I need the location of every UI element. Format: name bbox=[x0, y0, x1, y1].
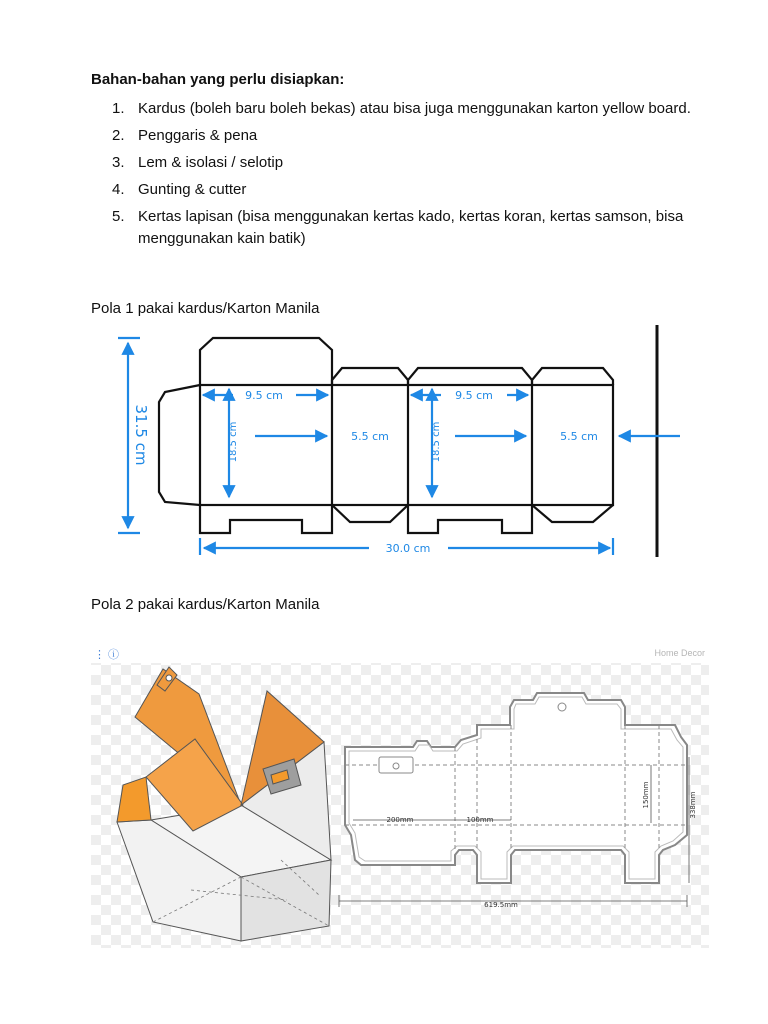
box-illustration bbox=[117, 667, 331, 941]
list-text: Penggaris & pena bbox=[138, 127, 258, 144]
list-number: 1. bbox=[112, 100, 125, 117]
pattern2-dieline bbox=[339, 693, 697, 909]
width-label-1: 9.5 cm bbox=[245, 389, 283, 402]
pattern2-caption: Pola 2 pakai kardus/Karton Manila bbox=[91, 596, 320, 613]
list-number: 2. bbox=[112, 127, 125, 144]
pattern2-drawing bbox=[91, 645, 709, 948]
list-text: Kertas lapisan (bisa menggunakan kertas kado, kertas koran, kertas samson, bisa menggunakan kain batik) bbox=[138, 208, 684, 247]
depth-label-2: 5.5 cm bbox=[560, 430, 598, 443]
dim-total-label: 619.5mm bbox=[484, 901, 518, 909]
dim-338-label: 338mm bbox=[689, 791, 697, 819]
list-number: 4. bbox=[112, 181, 125, 198]
dim-150-label: 150mm bbox=[642, 781, 650, 809]
watermark: Home Decor bbox=[654, 648, 705, 658]
panel-height-label-2: 18.5 cm bbox=[431, 421, 442, 463]
list-item bbox=[112, 98, 712, 120]
height-label: 31.5 cm bbox=[132, 404, 150, 466]
list-number: 3. bbox=[112, 154, 125, 171]
dim-200-label: 200mm bbox=[386, 816, 414, 824]
more-info-icon[interactable]: ⋮ ⓘ bbox=[94, 649, 120, 661]
list-text: Gunting & cutter bbox=[138, 181, 247, 198]
materials-list bbox=[112, 98, 712, 255]
pattern1-caption: Pola 1 pakai kardus/Karton Manila bbox=[91, 300, 320, 317]
width-label-2: 9.5 cm bbox=[455, 389, 493, 402]
list-item bbox=[112, 206, 712, 250]
pattern1-diagram bbox=[100, 322, 700, 562]
materials-heading: Bahan-bahan yang perlu disiapkan: bbox=[91, 71, 345, 88]
list-number: 5. bbox=[112, 208, 125, 225]
depth-label-1: 5.5 cm bbox=[351, 430, 389, 443]
panel-height-label-1: 18.5 cm bbox=[228, 421, 239, 463]
list-item bbox=[112, 179, 712, 201]
pattern2-image bbox=[91, 645, 709, 948]
dim-100-label: 100mm bbox=[466, 816, 494, 824]
list-item bbox=[112, 152, 712, 174]
list-text: Lem & isolasi / selotip bbox=[138, 154, 284, 171]
total-width-label: 30.0 cm bbox=[385, 542, 431, 555]
list-text: Kardus (boleh baru boleh bekas) atau bisa juga menggunakan karton yellow board. bbox=[138, 100, 691, 117]
list-item bbox=[112, 125, 712, 147]
hanger-slot bbox=[379, 757, 413, 773]
